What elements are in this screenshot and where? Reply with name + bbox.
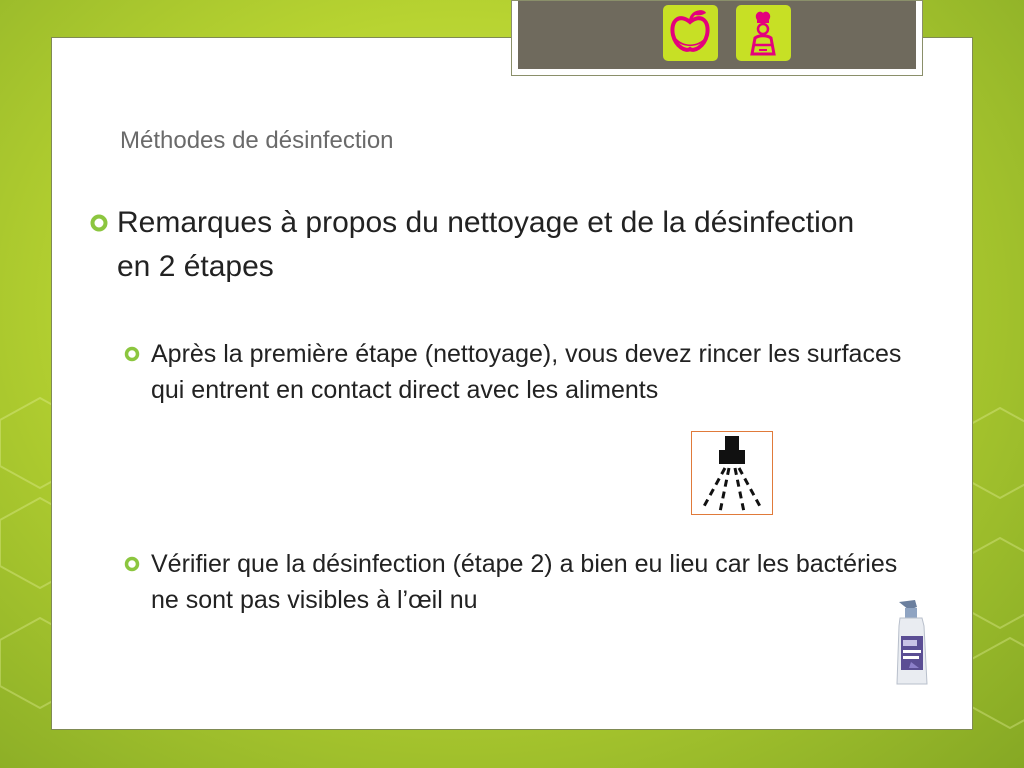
spray-bottle-icon: [893, 598, 937, 686]
bullet-level-2: Vérifier que la désinfection (étape 2) a bien eu lieu car les bactéries ne sont pas visibles à l’œil nu: [151, 550, 898, 614]
water-spray-symbol-icon: [691, 431, 773, 515]
chef-icon: [736, 5, 791, 61]
slide-title: Méthodes de désinfection: [120, 127, 394, 154]
header-icon-panel: [518, 1, 916, 69]
bullet-level-2: Après la première étape (nettoyage), vous devez rincer les surfaces qui entrent en contact direct avec les aliments: [151, 340, 902, 404]
bullet-circle-icon: [89, 213, 109, 233]
bullet-level-1: Remarques à propos du nettoyage et de la désinfection en 2 étapes: [117, 206, 855, 283]
apple-heart-icon: [663, 5, 718, 61]
header-icon-bar: [511, 0, 923, 76]
bullet-circle-icon: [123, 555, 141, 573]
bullet-circle-icon: [123, 345, 141, 363]
